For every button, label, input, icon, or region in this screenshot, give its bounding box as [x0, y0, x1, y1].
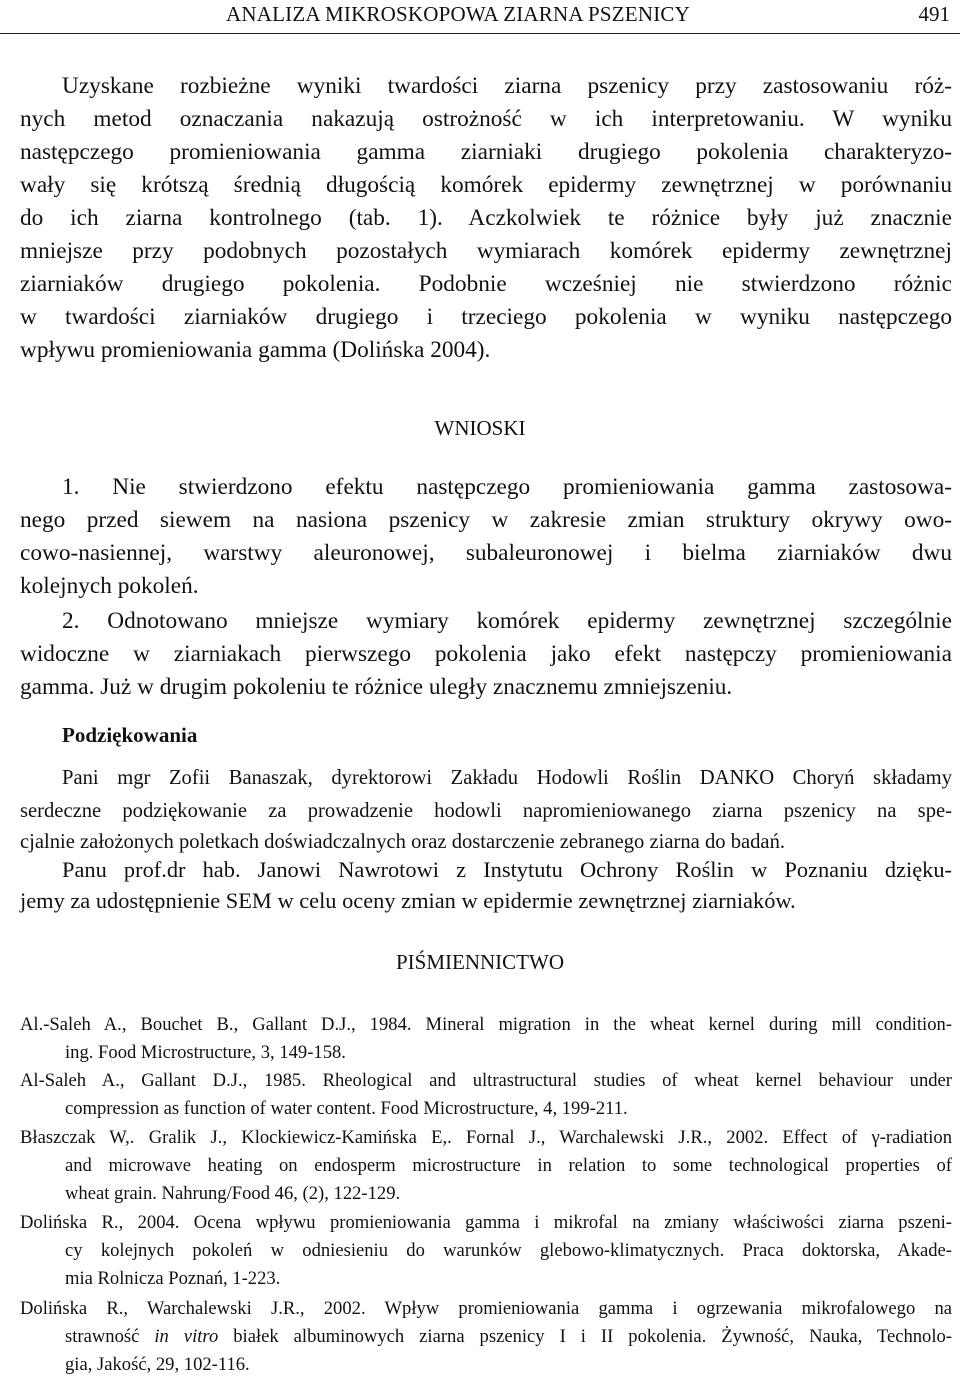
conclusion-line: 1. Nie stwierdzono efektu następczego promieniowania gamma zastosowa-: [62, 474, 952, 500]
acknowledgement-line: cjalnie założonych poletkach doświadczalnych oraz dostarczenie zebranego ziarna do badań.: [20, 831, 786, 853]
reference-entry-continued: wheat grain. Nahrung/Food 46, (2), 122-129.: [65, 1183, 401, 1204]
body-line: następczego promieniowania gamma ziarniaki drugiego pokolenia charakteryzo-: [20, 139, 952, 165]
reference-italic-term: in vitro: [154, 1326, 219, 1347]
reference-entry-continued: cy kolejnych pokoleń w odniesieniu do warunków glebowo-klimatycznych. Praca doktorska, Akade-: [65, 1240, 952, 1261]
reference-entry: Dolińska R., 2004. Ocena wpływu promieniowania gamma i mikrofal na zmiany właściwości ziarna pszeni-: [20, 1212, 952, 1233]
running-header: [0, 0, 960, 34]
reference-entry-continued: [65, 1323, 952, 1350]
reference-text: białek albuminowych ziarna pszenicy I i II pokolenia. Żywność, Nauka, Technolo-: [218, 1326, 953, 1347]
conclusion-line: nego przed siewem na nasiona pszenicy w zakresie zmian struktury okrywy owo-: [20, 507, 952, 533]
body-line: wpływu promieniowania gamma (Dolińska 2004).: [20, 337, 491, 363]
conclusions-heading: WNIOSKI: [434, 416, 526, 440]
body-line: do ich ziarna kontrolnego (tab. 1). Aczkolwiek te różnice były już znacznie: [20, 205, 952, 231]
acknowledgement-line: serdeczne podziękowanie za prowadzenie hodowli napromieniowanego ziarna pszenicy na spe-: [20, 800, 952, 822]
reference-entry-continued: compression as function of water content. Food Microstructure, 4, 199-211.: [65, 1098, 628, 1119]
acknowledgement-line: Pani mgr Zofii Banaszak, dyrektorowi Zakładu Hodowli Roślin DANKO Choryń składamy: [62, 767, 952, 789]
body-line: ziarniaków drugiego pokolenia. Podobnie wcześniej nie stwierdzono różnic: [20, 271, 952, 297]
conclusion-line: widoczne w ziarniakach pierwszego pokolenia jako efekt następczy promieniowania: [20, 641, 952, 667]
body-line: mniejsze przy podobnych pozostałych wymiarach komórek epidermy zewnętrznej: [20, 238, 952, 264]
reference-entry: Błaszczak W,. Gralik J., Klockiewicz-Kamińska E,. Fornal J., Warchalewski J.R., 2002. Effect of γ-radiation: [20, 1127, 952, 1148]
conclusion-line: 2. Odnotowano mniejsze wymiary komórek epidermy zewnętrznej szczególnie: [62, 608, 952, 634]
body-line: w twardości ziarniaków drugiego i trzeciego pokolenia w wyniku następczego: [20, 304, 952, 330]
reference-entry-continued: and microwave heating on endosperm microstructure in relation to some technological properties of: [65, 1155, 952, 1176]
reference-text: strawność: [65, 1326, 155, 1347]
running-title: ANALIZA MIKROSKOPOWA ZIARNA PSZENICY: [226, 2, 690, 26]
reference-entry-continued: ing. Food Microstructure, 3, 149-158.: [65, 1042, 346, 1063]
acknowledgements-heading: Podziękowania: [62, 723, 198, 747]
page-number: 491: [918, 2, 950, 26]
body-line: Uzyskane rozbieżne wyniki twardości ziarna pszenicy przy zastosowaniu róż-: [62, 73, 952, 99]
conclusion-line: cowo-nasiennej, warstwy aleuronowej, subaleuronowej i bielma ziarniaków dwu: [20, 540, 952, 566]
reference-entry: Al.-Saleh A., Bouchet B., Gallant D.J., 1984. Mineral migration in the wheat kernel during mill condition-: [20, 1014, 952, 1035]
conclusion-line: gamma. Już w drugim pokoleniu te różnice uległy znacznemu zmniejszeniu.: [20, 674, 733, 700]
acknowledgement-line: jemy za udostępnienie SEM w celu oceny zmian w epidermie zewnętrznej ziarniaków.: [20, 888, 796, 913]
reference-entry: Dolińska R., Warchalewski J.R., 2002. Wpływ promieniowania gamma i ogrzewania mikrofalowego na: [20, 1298, 952, 1319]
body-line: wały się krótszą średnią długością komórek epidermy zewnętrznej w porównaniu: [20, 172, 952, 198]
reference-entry-continued: mia Rolnicza Poznań, 1-223.: [65, 1268, 281, 1289]
references-heading: PIŚMIENNICTWO: [396, 950, 564, 974]
acknowledgement-line: Panu prof.dr hab. Janowi Nawrotowi z Instytutu Ochrony Roślin w Poznaniu dzięku-: [62, 857, 952, 882]
reference-entry-continued: gia, Jakość, 29, 102-116.: [65, 1354, 250, 1375]
conclusion-line: kolejnych pokoleń.: [20, 573, 199, 599]
reference-entry: Al-Saleh A., Gallant D.J., 1985. Rheological and ultrastructural studies of wheat kernel behaviour under: [20, 1070, 952, 1091]
body-line: nych metod oznaczania nakazują ostrożność w ich interpretowaniu. W wyniku: [20, 106, 952, 132]
